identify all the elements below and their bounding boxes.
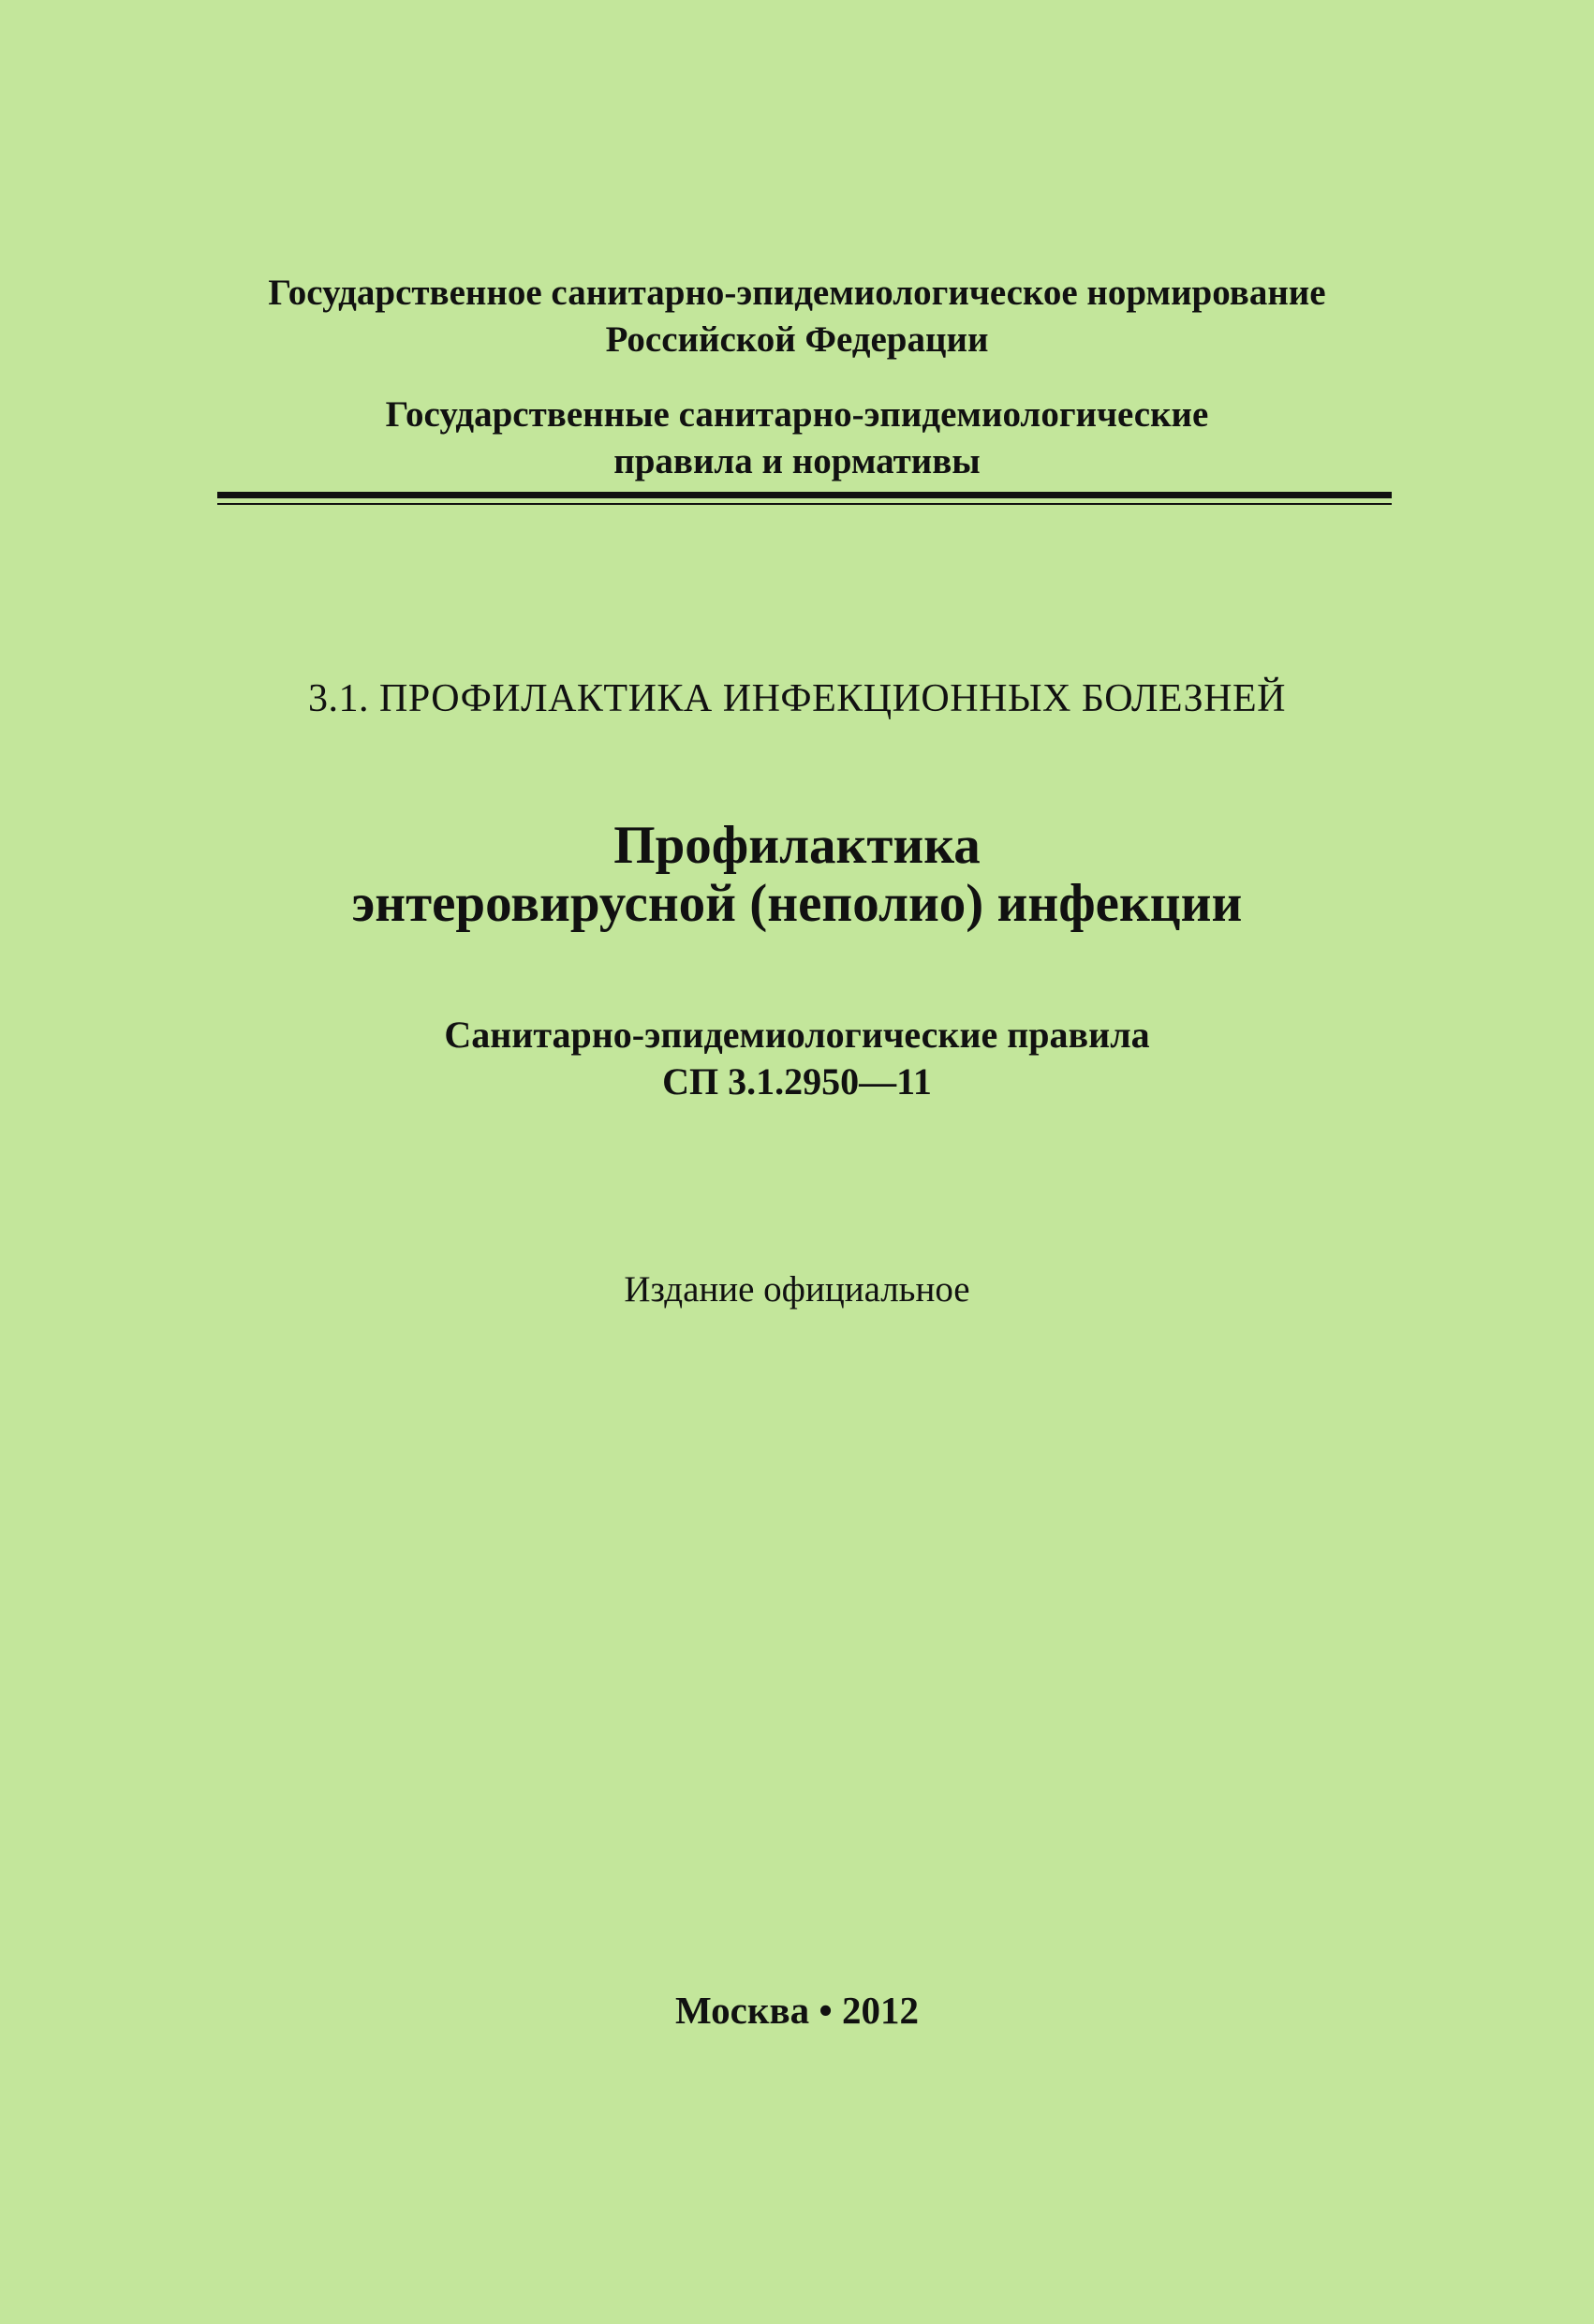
header-line-1: Государственное санитарно-эпидемиологическое нормирование [268, 273, 1326, 313]
subtitle-line-2: СП 3.1.2950—11 [662, 1060, 932, 1103]
subtitle-line-1: Санитарно-эпидемиологические правила [444, 1014, 1150, 1056]
publication-footer [0, 1986, 1594, 2035]
title-line-2: энтеровирусной (неполио) инфекции [351, 874, 1243, 933]
footer-city-year: Москва • 2012 [675, 1989, 919, 2032]
document-subtitle [0, 1012, 1594, 1105]
header-series [0, 392, 1594, 485]
header-organization [0, 270, 1594, 363]
header-line-4: правила и нормативы [613, 441, 981, 481]
section-heading [0, 674, 1594, 723]
title-line-1: Профилактика [613, 816, 981, 875]
edition-text: Издание официальное [624, 1269, 970, 1310]
header-line-2: Российской Федерации [605, 319, 989, 360]
header-divider-thick [217, 492, 1392, 498]
header-line-3: Государственные санитарно-эпидемиологические [385, 394, 1209, 435]
header-divider-thin [217, 503, 1392, 505]
document-title [0, 817, 1594, 933]
edition-note [0, 1266, 1594, 1313]
section-heading-text: 3.1. ПРОФИЛАКТИКА ИНФЕКЦИОННЫХ БОЛЕЗНЕЙ [308, 677, 1286, 720]
